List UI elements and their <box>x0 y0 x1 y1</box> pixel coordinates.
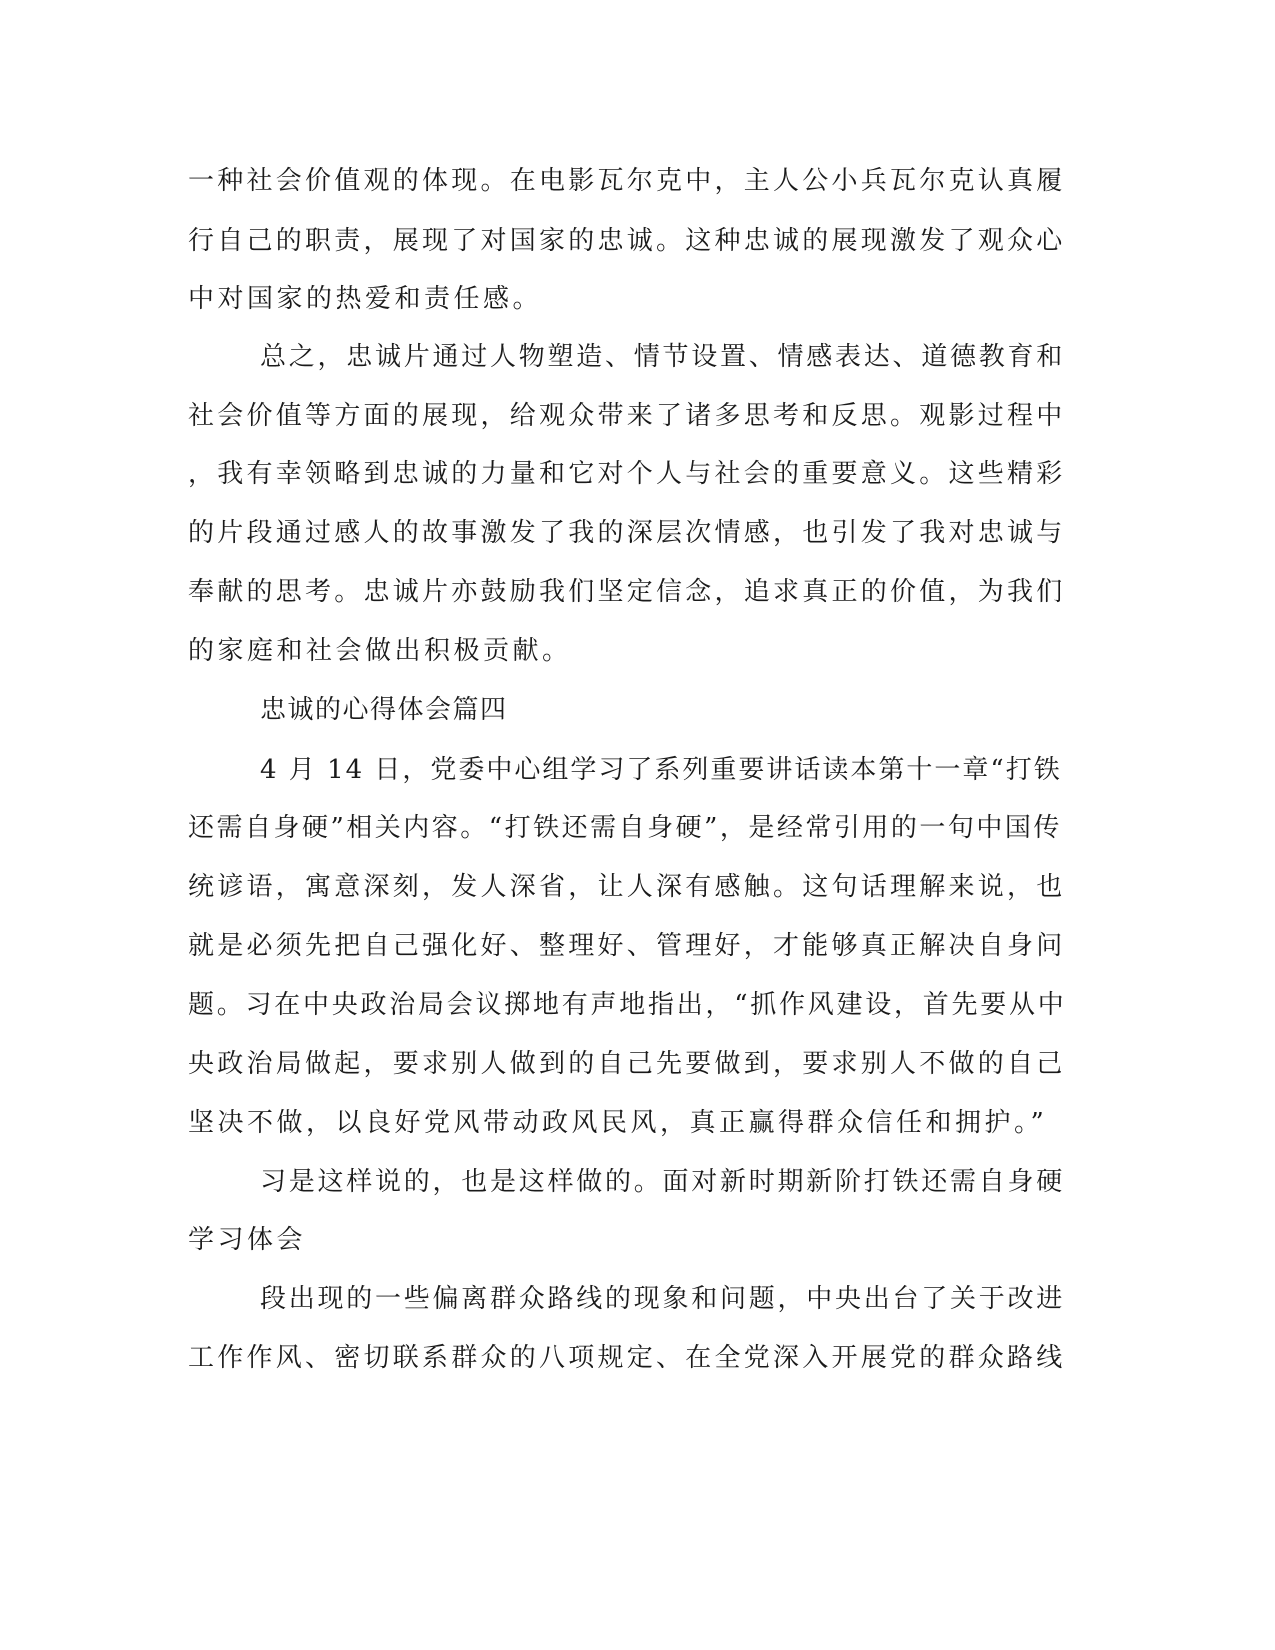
text-line: 总之，忠诚片通过人物塑造、情节设置、情感表达、道德教育和 <box>260 342 1066 372</box>
text-line: ，我有幸领略到忠诚的力量和它对个人与社会的重要意义。这些精彩 <box>188 459 1066 489</box>
text-line: 还需自身硬”相关内容。“打铁还需自身硬”，是经常引用的一句中国传 <box>188 813 1062 843</box>
text-line: 的家庭和社会做出积极贡献。 <box>188 636 572 666</box>
text-line: 的片段通过感人的故事激发了我的深层次情感，也引发了我对忠诚与 <box>188 518 1066 548</box>
section-heading: 忠诚的心得体会篇四 <box>260 695 508 725</box>
text-line: 工作作风、密切联系群众的八项规定、在全党深入开展党的群众路线 <box>188 1343 1066 1373</box>
text-line: 学习体会 <box>188 1225 307 1255</box>
text-line: 就是必须先把自己强化好、整理好、管理好，才能够真正解决自身问 <box>188 931 1066 961</box>
text-line: 坚决不做，以良好党风带动政风民风，真正赢得群众信任和拥护。” <box>188 1108 1048 1138</box>
text-line: 社会价值等方面的展现，给观众带来了诸多思考和反思。观影过程中 <box>188 401 1066 431</box>
text-line: 中对国家的热爱和责任感。 <box>188 284 543 314</box>
text-line: 4 月 14 日，党委中心组学习了系列重要讲话读本第十一章“打铁 <box>260 755 1062 785</box>
text-line: 一种社会价值观的体现。在电影瓦尔克中，主人公小兵瓦尔克认真履 <box>188 166 1066 196</box>
text-line: 题。习在中央政治局会议掷地有声地指出，“抓作风建设，首先要从中 <box>188 990 1067 1020</box>
text-line: 行自己的职责，展现了对国家的忠诚。这种忠诚的展现激发了观众心 <box>188 226 1066 256</box>
text-line: 习是这样说的，也是这样做的。面对新时期新阶打铁还需自身硬 <box>260 1167 1066 1197</box>
text-line: 统谚语，寓意深刻，发人深省，让人深有感触。这句话理解来说，也 <box>188 872 1066 902</box>
text-line: 段出现的一些偏离群众路线的现象和问题，中央出台了关于改进 <box>260 1284 1066 1314</box>
text-line: 央政治局做起，要求别人做到的自己先要做到，要求别人不做的自己 <box>188 1049 1066 1079</box>
text-line: 奉献的思考。忠诚片亦鼓励我们坚定信念，追求真正的价值，为我们 <box>188 577 1066 607</box>
